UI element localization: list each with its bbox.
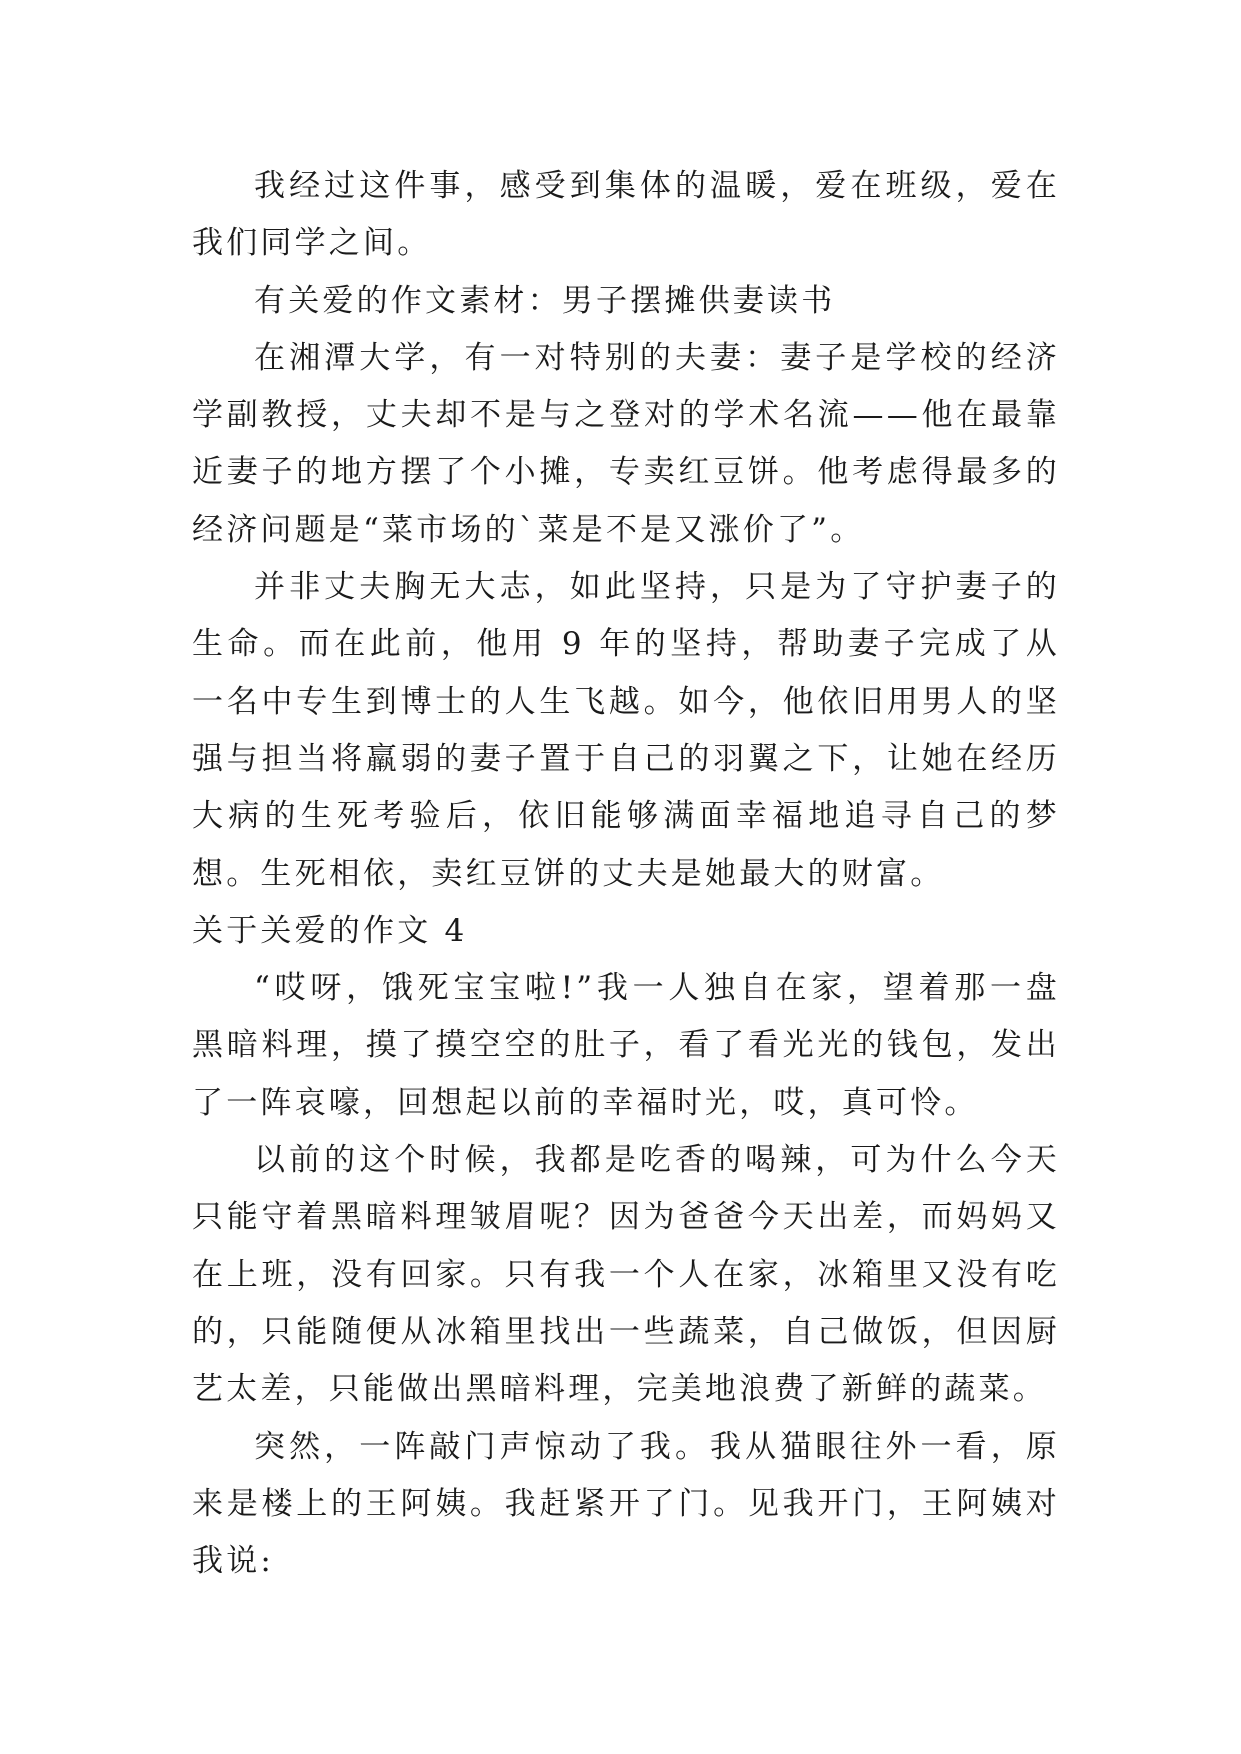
document-body bbox=[192, 158, 1060, 1590]
section-heading: 关于关爱的作文 4 bbox=[192, 912, 468, 949]
paragraph: 有关爱的作文素材：男子摆摊供妻读书 bbox=[254, 282, 836, 319]
paragraph: 我经过这件事，感受到集体的温暖，爱在班级，爱在我们同学之间。 bbox=[192, 168, 1060, 262]
paragraph: 在湘潭大学，有一对特别的夫妻：妻子是学校的经济学副教授，丈夫却不是与之登对的学术名流——他在最靠近妻子的地方摆了个小摊，专卖红豆饼。他考虑得最多的经济问题是“菜市场的`菜是不是又涨价了”。 bbox=[192, 339, 1060, 548]
paragraph: 以前的这个时候，我都是吃香的喝辣，可为什么今天只能守着黑暗料理皱眉呢？因为爸爸今天出差，而妈妈又在上班，没有回家。只有我一个人在家，冰箱里又没有吃的，只能随便从冰箱里找出一些蔬菜，自己做饭，但因厨艺太差，只能做出黑暗料理，完美地浪费了新鲜的蔬菜。 bbox=[192, 1142, 1060, 1408]
paragraph: 突然，一阵敲门声惊动了我。我从猫眼往外一看，原来是楼上的王阿姨。我赶紧开了门。见我开门，王阿姨对我说: bbox=[192, 1428, 1060, 1580]
paragraph: 并非丈夫胸无大志，如此坚持，只是为了守护妻子的生命。而在此前，他用 9 年的坚持，帮助妻子完成了从一名中专生到博士的人生飞越。如今，他依旧用男人的坚强与担当将羸弱的妻子置于自己的羽翼之下，让她在经历大病的生死考验后，依旧能够满面幸福地追寻自己的梦想。生死相依，卖红豆饼的丈夫是她最大的财富。 bbox=[192, 569, 1060, 892]
paragraph: “哎呀，饿死宝宝啦!”我一人独自在家，望着那一盘黑暗料理，摸了摸空空的肚子，看了看光光的钱包，发出了一阵哀嚎，回想起以前的幸福时光，哎，真可怜。 bbox=[192, 970, 1060, 1121]
